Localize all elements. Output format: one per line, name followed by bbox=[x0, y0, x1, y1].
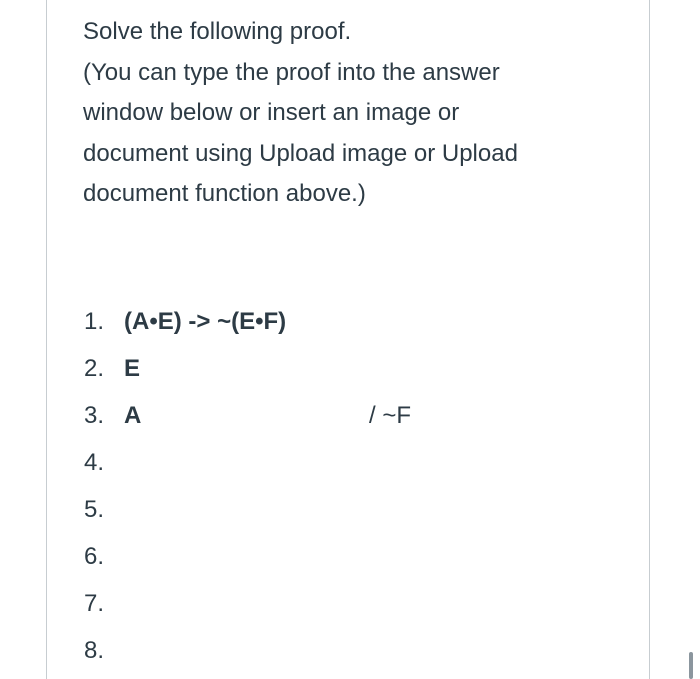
proof-step-1 bbox=[84, 298, 286, 345]
prompt-line: window below or insert an image or bbox=[83, 99, 460, 126]
prompt-line: document using Upload image or Upload bbox=[83, 139, 518, 167]
prompt-line: document function above.) bbox=[83, 180, 366, 207]
proof-step-5 bbox=[84, 486, 286, 533]
step-number: 6. bbox=[84, 543, 105, 570]
proof-step-3 bbox=[84, 392, 412, 439]
step-number: 1. bbox=[84, 308, 105, 335]
step-number: 5. bbox=[84, 496, 105, 523]
proof-list bbox=[84, 298, 412, 674]
step-number: 4. bbox=[84, 449, 105, 476]
proof-step-8 bbox=[84, 627, 286, 674]
scrollbar-thumb[interactable] bbox=[689, 652, 693, 679]
step-number: 3. bbox=[84, 402, 105, 429]
proof-step-6 bbox=[84, 533, 286, 580]
proof-step-4 bbox=[84, 439, 286, 486]
question-prompt bbox=[83, 12, 603, 215]
step-statement: E bbox=[124, 355, 141, 382]
step-statement: A bbox=[124, 402, 142, 429]
proof-conclusion: / ~F bbox=[369, 402, 412, 429]
step-number: 8. bbox=[84, 637, 105, 664]
step-number: 7. bbox=[84, 590, 105, 617]
prompt-line: Solve the following proof. bbox=[83, 18, 352, 45]
step-statement: (A•E) -> ~(E•F) bbox=[124, 308, 287, 335]
prompt-line: (You can type the proof into the answer bbox=[83, 58, 500, 86]
step-number: 2. bbox=[84, 355, 105, 382]
proof-step-7 bbox=[84, 580, 286, 627]
proof-step-2 bbox=[84, 345, 286, 392]
